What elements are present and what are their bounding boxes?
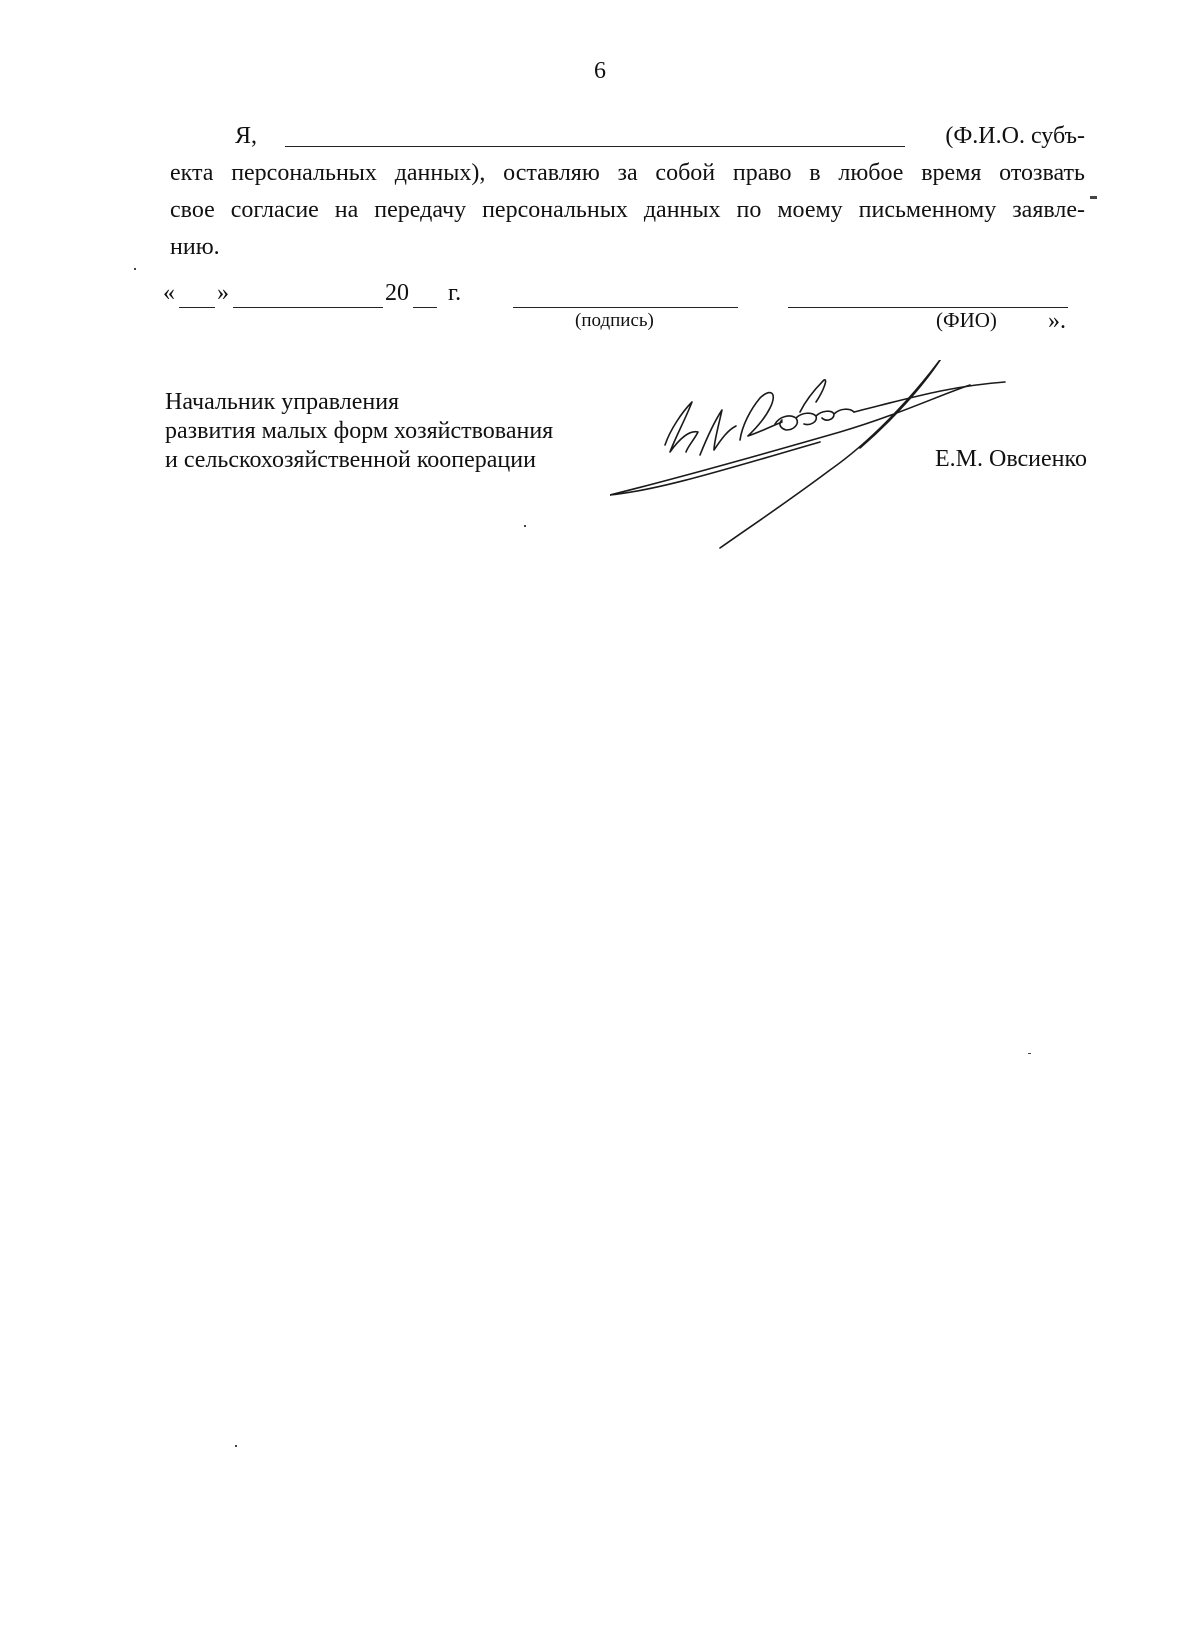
signer-name: Е.М. Овсиенко <box>935 446 1087 472</box>
position-line-1: Начальник управления <box>165 389 400 415</box>
fio-caption: (ФИО) <box>936 308 997 332</box>
date-close-quote: » <box>217 280 229 306</box>
month-blank-line <box>233 307 383 308</box>
name-blank-line <box>285 146 905 147</box>
position-line-2: развития малых форм хозяйствования <box>165 418 554 444</box>
signature-caption: (подпись) <box>575 310 654 331</box>
year-suffix: г. <box>448 280 462 306</box>
scan-speck <box>134 268 136 270</box>
consent-line-2: екта персональных данных), оставляю за собой право в любое время отозвать <box>170 160 1085 186</box>
end-mark: ». <box>1048 308 1066 334</box>
scan-speck <box>235 1445 237 1447</box>
fio-hint: (Ф.И.О. субъ- <box>945 123 1085 149</box>
scan-speck <box>524 525 526 527</box>
position-line-3: и сельскохозяйственной кооперации <box>165 447 536 473</box>
fio-blank-line <box>788 307 1068 308</box>
consent-paragraph <box>170 118 1085 266</box>
consent-ya: Я, <box>235 123 258 149</box>
date-signature-row <box>163 280 1093 334</box>
scan-speck <box>1090 196 1097 199</box>
scan-speck <box>1028 1053 1031 1054</box>
day-blank-line <box>179 307 215 308</box>
year-blank-line <box>413 307 437 308</box>
signature-blank-line <box>513 307 738 308</box>
page-number: 6 <box>594 58 606 84</box>
year-prefix: 20 <box>385 280 409 306</box>
signatory-position <box>165 388 553 475</box>
consent-line-3: свое согласие на передачу персональных данных по моему письменному заявле- <box>170 197 1085 223</box>
date-open-quote: « <box>163 280 175 306</box>
consent-first-line <box>170 118 1085 155</box>
consent-line-4: нию. <box>170 234 220 260</box>
